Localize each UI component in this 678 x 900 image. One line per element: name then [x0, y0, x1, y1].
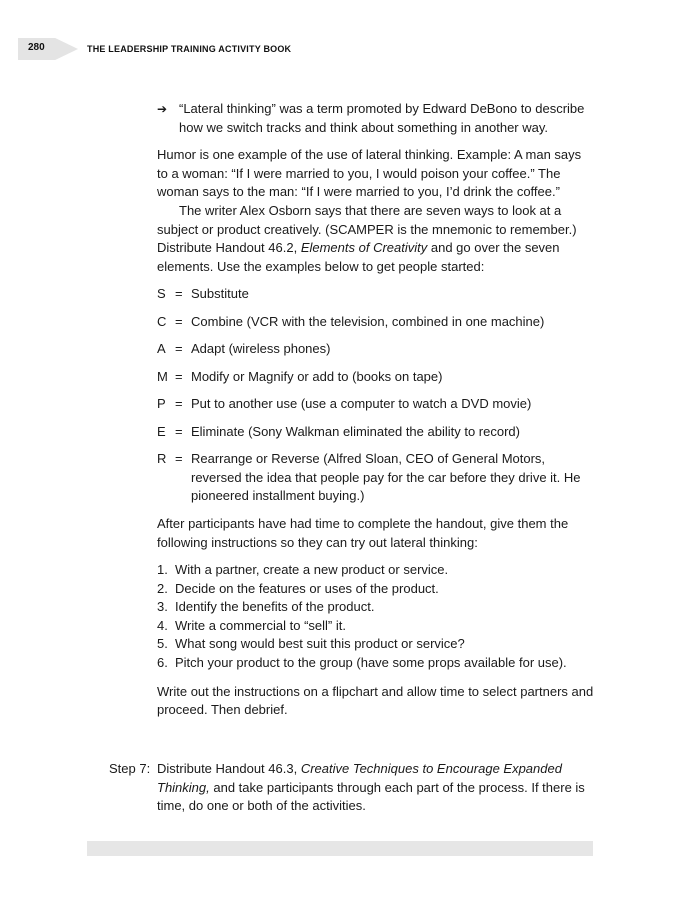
list-item	[157, 654, 595, 673]
step-7	[109, 760, 595, 816]
scamper-item	[157, 313, 595, 332]
osborn-text-1: The writer Alex Osborn says that there are seven ways to look at a subject or product creatively. (SCAMPER is the mnemonic to remember.) Distribute Handout 46.2,	[157, 202, 577, 256]
list-number: 5.	[157, 636, 168, 652]
running-head: THE LEADERSHIP TRAINING ACTIVITY BOOK	[87, 44, 292, 54]
scamper-text: Substitute	[191, 286, 249, 302]
scamper-letter: M	[157, 368, 168, 384]
step-text	[157, 760, 595, 816]
scamper-item	[157, 285, 595, 304]
scamper-letter: A	[157, 341, 166, 357]
paragraph-osborn	[157, 202, 595, 276]
list-number: 2.	[157, 580, 168, 596]
scamper-text: Modify or Magnify or add to (books on tape)	[191, 368, 443, 384]
scamper-item	[157, 368, 595, 387]
scamper-text: Eliminate (Sony Walkman eliminated the ability to record)	[191, 423, 520, 439]
list-number: 4.	[157, 617, 168, 633]
equals-sign: =	[175, 423, 183, 439]
page-number: 280	[28, 42, 45, 53]
list-number: 6.	[157, 655, 168, 671]
step-text-2: and take participants through each part of the process. If there is time, do one or both of the activities.	[157, 779, 585, 814]
scamper-text: Rearrange or Reverse (Alfred Sloan, CEO of General Motors, reversed the idea that people pay for the car before they drive it. He pioneered installment buying.)	[191, 451, 581, 504]
equals-sign: =	[175, 396, 183, 412]
list-item	[157, 598, 595, 617]
body-text	[157, 100, 595, 720]
scamper-letter: S	[157, 286, 166, 302]
paragraph-after-handout: After participants have had time to complete the handout, give them the following instructions so they can try out lateral thinking:	[157, 515, 569, 550]
handout-title-2: Creative Techniques to Encourage Expanded Thinking,	[157, 761, 562, 795]
step-text-1: Distribute Handout 46.3,	[157, 761, 301, 776]
footer-bar	[87, 841, 593, 856]
list-text: What song would best suit this product or service?	[175, 636, 465, 652]
scamper-letter: P	[157, 396, 166, 412]
list-text: Identify the benefits of the product.	[175, 599, 375, 615]
step-label: Step 7:	[109, 761, 151, 776]
list-number: 1.	[157, 562, 168, 578]
scamper-item	[157, 423, 595, 442]
list-item	[157, 580, 595, 599]
list-text: Write a commercial to “sell” it.	[175, 617, 346, 633]
paragraph-humor: Humor is one example of the use of lateral thinking. Example: A man says to a woman: “If I were married to you, I would poison your coffee.” The woman says to the man: “If I were married to you, I’d drink the coffee.”	[157, 147, 582, 200]
list-text: Pitch your product to the group (have some props available for use).	[175, 655, 567, 671]
scamper-list	[157, 285, 595, 506]
scamper-item	[157, 340, 595, 359]
list-item	[157, 635, 595, 654]
list-text: Decide on the features or uses of the product.	[175, 580, 439, 596]
scamper-text: Adapt (wireless phones)	[191, 341, 331, 357]
scamper-item	[157, 395, 595, 414]
scamper-text: Combine (VCR with the television, combined in one machine)	[191, 313, 545, 329]
osborn-text-2: and go over the seven elements. Use the examples below to get people started:	[157, 240, 560, 274]
list-item	[157, 561, 595, 580]
bullet-item	[157, 100, 595, 137]
equals-sign: =	[175, 313, 183, 329]
scamper-letter: R	[157, 451, 167, 467]
scamper-letter: C	[157, 313, 167, 329]
scamper-text: Put to another use (use a computer to watch a DVD movie)	[191, 396, 532, 412]
list-number: 3.	[157, 599, 168, 615]
scamper-item	[157, 450, 595, 506]
arrow-icon: ➔	[157, 102, 168, 116]
equals-sign: =	[175, 286, 183, 302]
scamper-letter: E	[157, 423, 166, 439]
list-text: With a partner, create a new product or service.	[175, 562, 449, 578]
page-number-tab	[18, 38, 78, 60]
handout-title: Elements of Creativity	[300, 240, 428, 256]
equals-sign: =	[175, 368, 183, 384]
list-item	[157, 617, 595, 636]
paragraph-flipchart: Write out the instructions on a flipchart and allow time to select partners and proceed. Then debrief.	[157, 683, 594, 718]
equals-sign: =	[175, 341, 183, 357]
equals-sign: =	[175, 451, 183, 467]
instruction-list	[157, 561, 595, 673]
bullet-text: “Lateral thinking” was a term promoted by Edward DeBono to describe how we switch tracks and think about something in another way.	[179, 101, 585, 135]
